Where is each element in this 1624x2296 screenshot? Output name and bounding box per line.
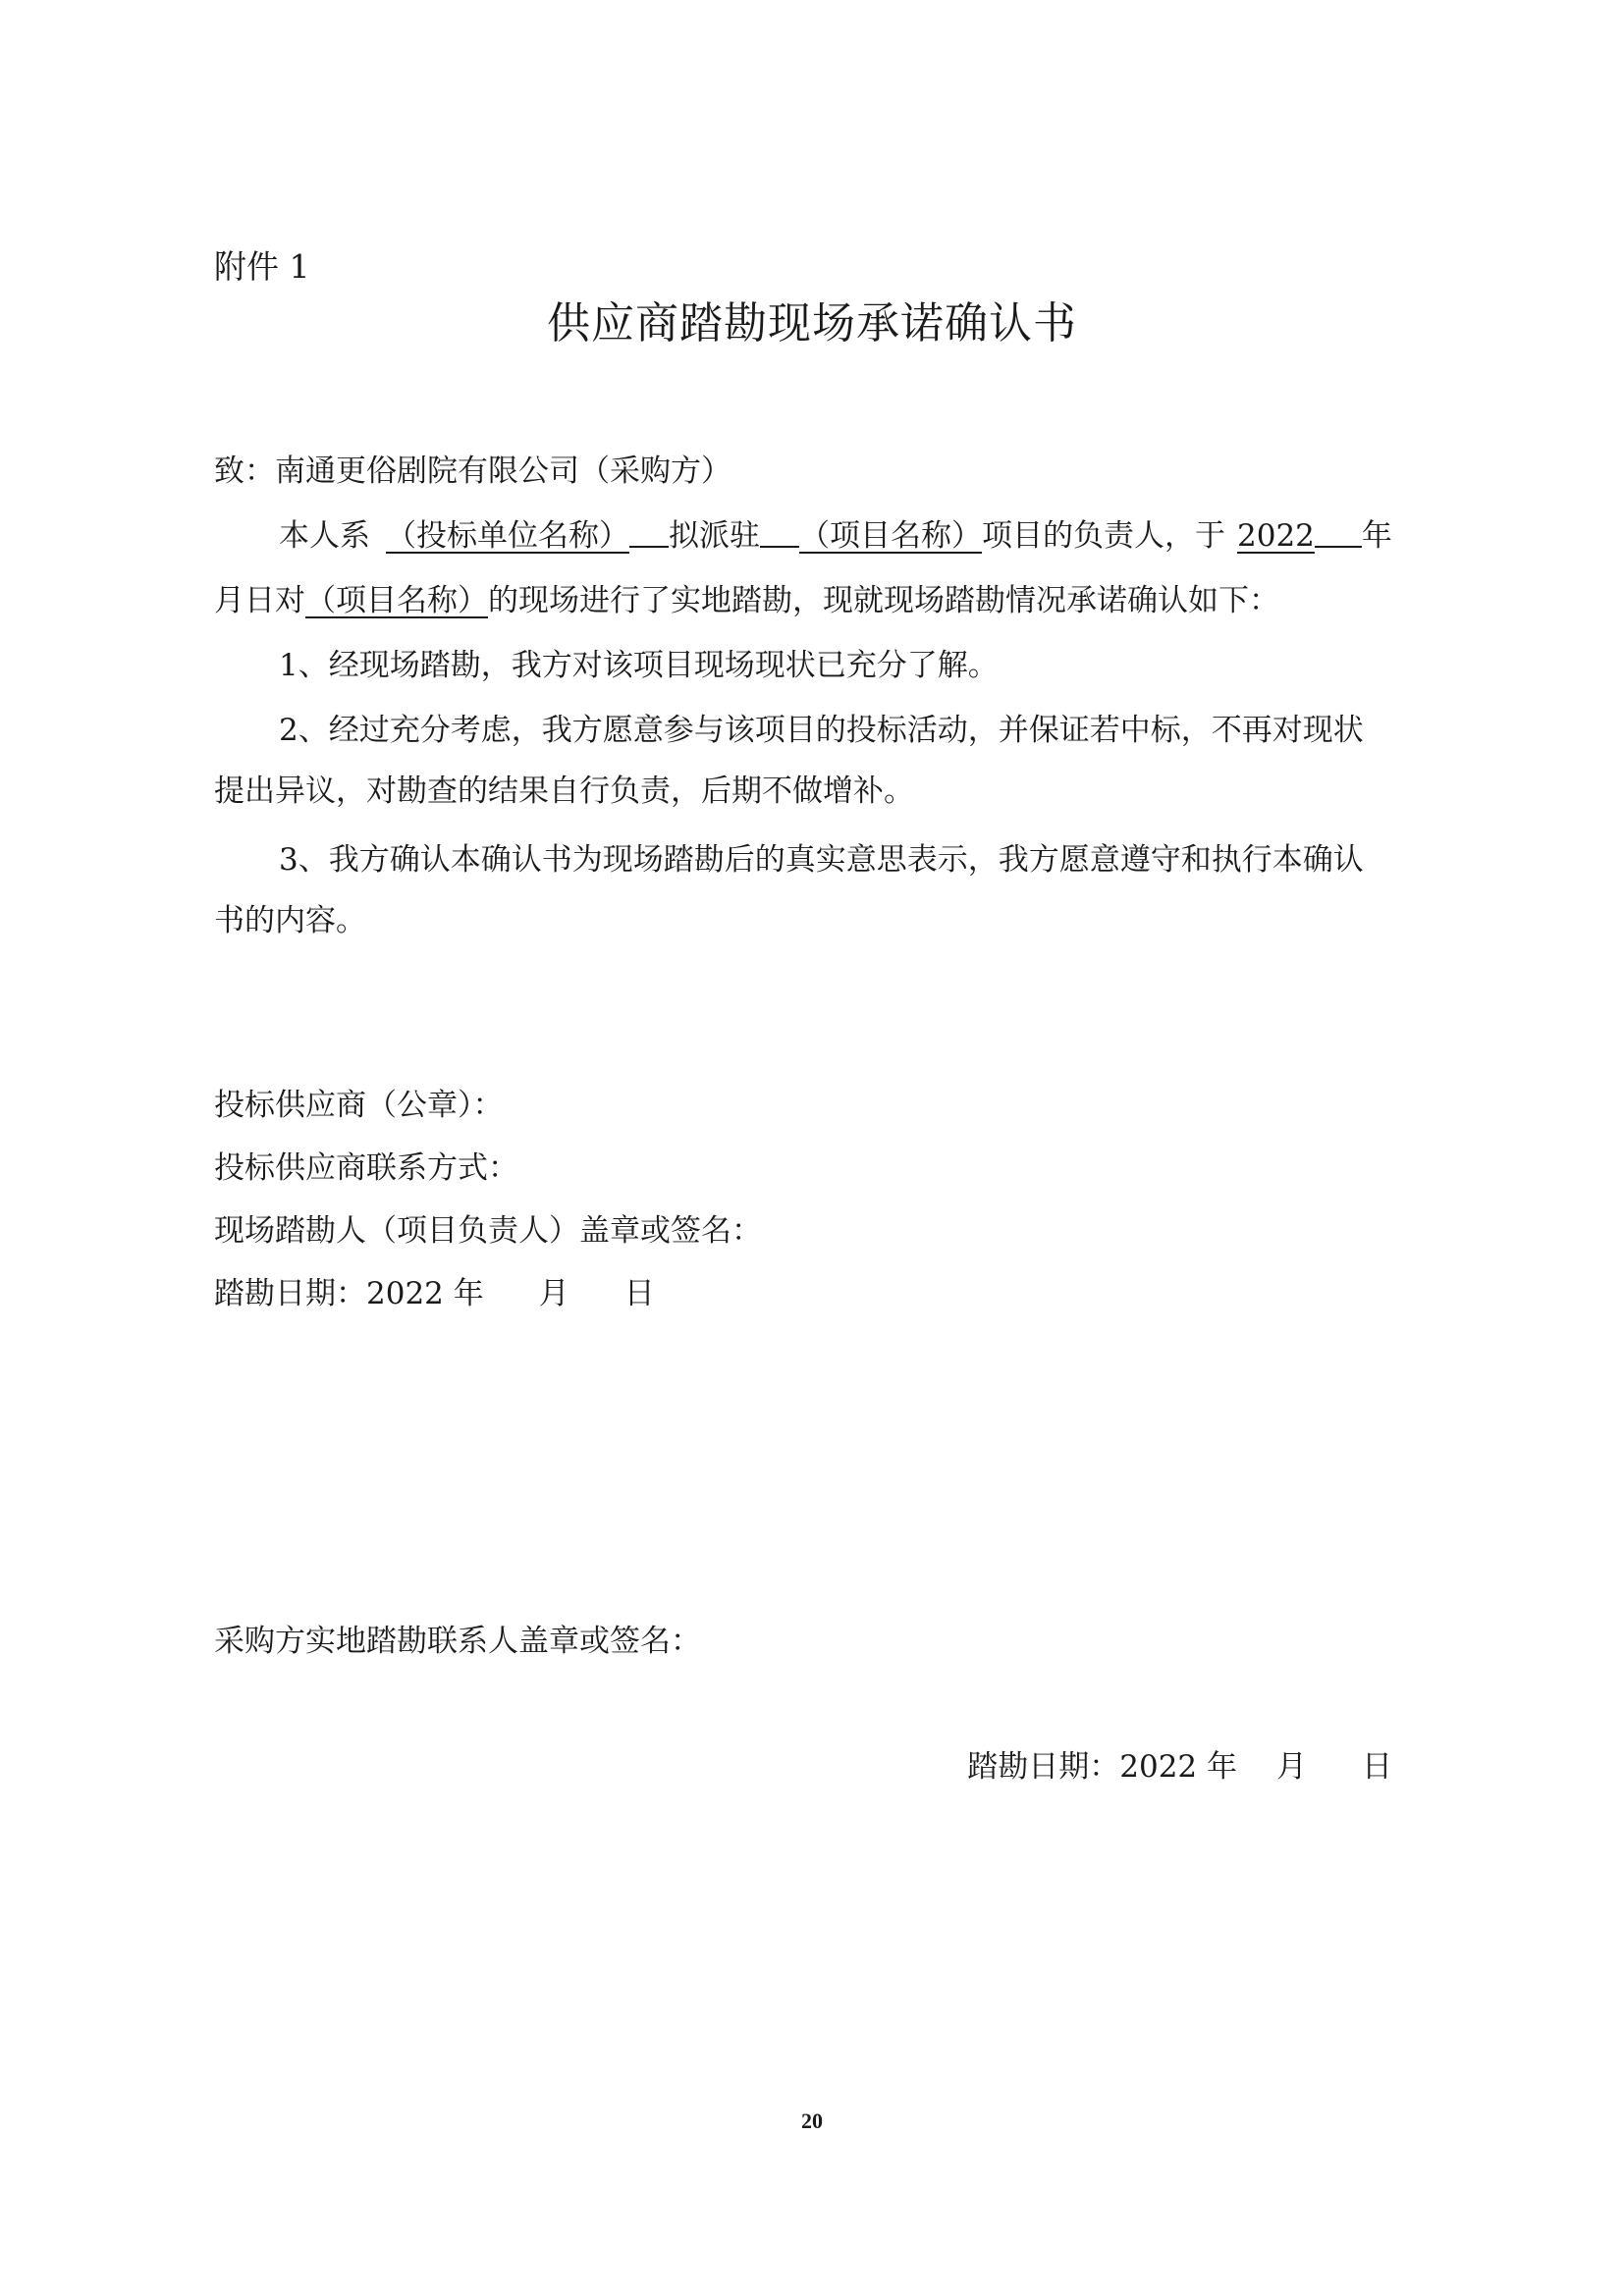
page-number: 20 <box>801 2109 823 2133</box>
blank-underline <box>1315 516 1362 548</box>
year-field: 2022 <box>1237 518 1315 554</box>
item-3: 3、我方确认本确认书为现场踏勘后的真实意思表示，我方愿意遵守和执行本确认书的内容。 <box>214 842 1364 938</box>
date-year: 2022 年 <box>366 1276 484 1311</box>
date-label: 踏勘日期： <box>214 1276 366 1311</box>
supplier-contact-label: 投标供应商联系方式： <box>214 1150 518 1186</box>
para1-text-a: 本人系 <box>279 518 370 554</box>
project-name-placeholder-2: （项目名称） <box>305 583 488 618</box>
para1-line1 <box>279 516 1392 556</box>
blank-underline <box>629 516 669 548</box>
salutation: 致：南通更俗剧院有限公司（采购方） <box>214 454 731 489</box>
inspection-date <box>214 1274 655 1313</box>
para1-text-e: 月日对 <box>214 583 305 618</box>
purchaser-date-month: 月 <box>1276 1749 1307 1785</box>
project-name-placeholder: （项目名称） <box>799 518 982 554</box>
document-title: 供应商踏勘现场承诺确认书 <box>547 298 1077 348</box>
supplier-seal-label: 投标供应商（公章）： <box>214 1088 504 1123</box>
purchaser-inspection-date <box>967 1747 1392 1787</box>
para1-text-b: 拟派驻 <box>669 518 760 554</box>
date-month: 月 <box>538 1276 569 1311</box>
purchaser-contact-label: 采购方实地踏勘联系人盖章或签名： <box>214 1624 701 1659</box>
purchaser-date-year: 2022 年 <box>1119 1749 1237 1785</box>
date-day: 日 <box>623 1276 655 1311</box>
blank-underline <box>760 516 799 548</box>
para1-text-d: 年 <box>1361 518 1392 554</box>
attachment-label: 附件 1 <box>214 247 310 286</box>
item-1: 1、经现场踏勘，我方对该项目现场现状已充分了解。 <box>279 648 999 683</box>
para1-line2 <box>214 581 1279 620</box>
para1-text-c: 项目的负责人，于 <box>982 518 1225 554</box>
purchaser-date-label: 踏勘日期： <box>967 1749 1120 1785</box>
inspector-signature-label: 现场踏勘人（项目负责人）盖章或签名： <box>214 1213 762 1249</box>
purchaser-date-day: 日 <box>1362 1749 1392 1785</box>
para1-text-f: 的现场进行了实地踏勘，现就现场踏勘情况承诺确认如下： <box>488 583 1279 618</box>
item-2: 2、经过充分考虑，我方愿意参与该项目的投标活动，并保证若中标，不再对现状提出异议，对勘查的结果自行负责，后期不做增补。 <box>214 713 1364 809</box>
bidder-name-placeholder: （投标单位名称） <box>386 518 629 554</box>
